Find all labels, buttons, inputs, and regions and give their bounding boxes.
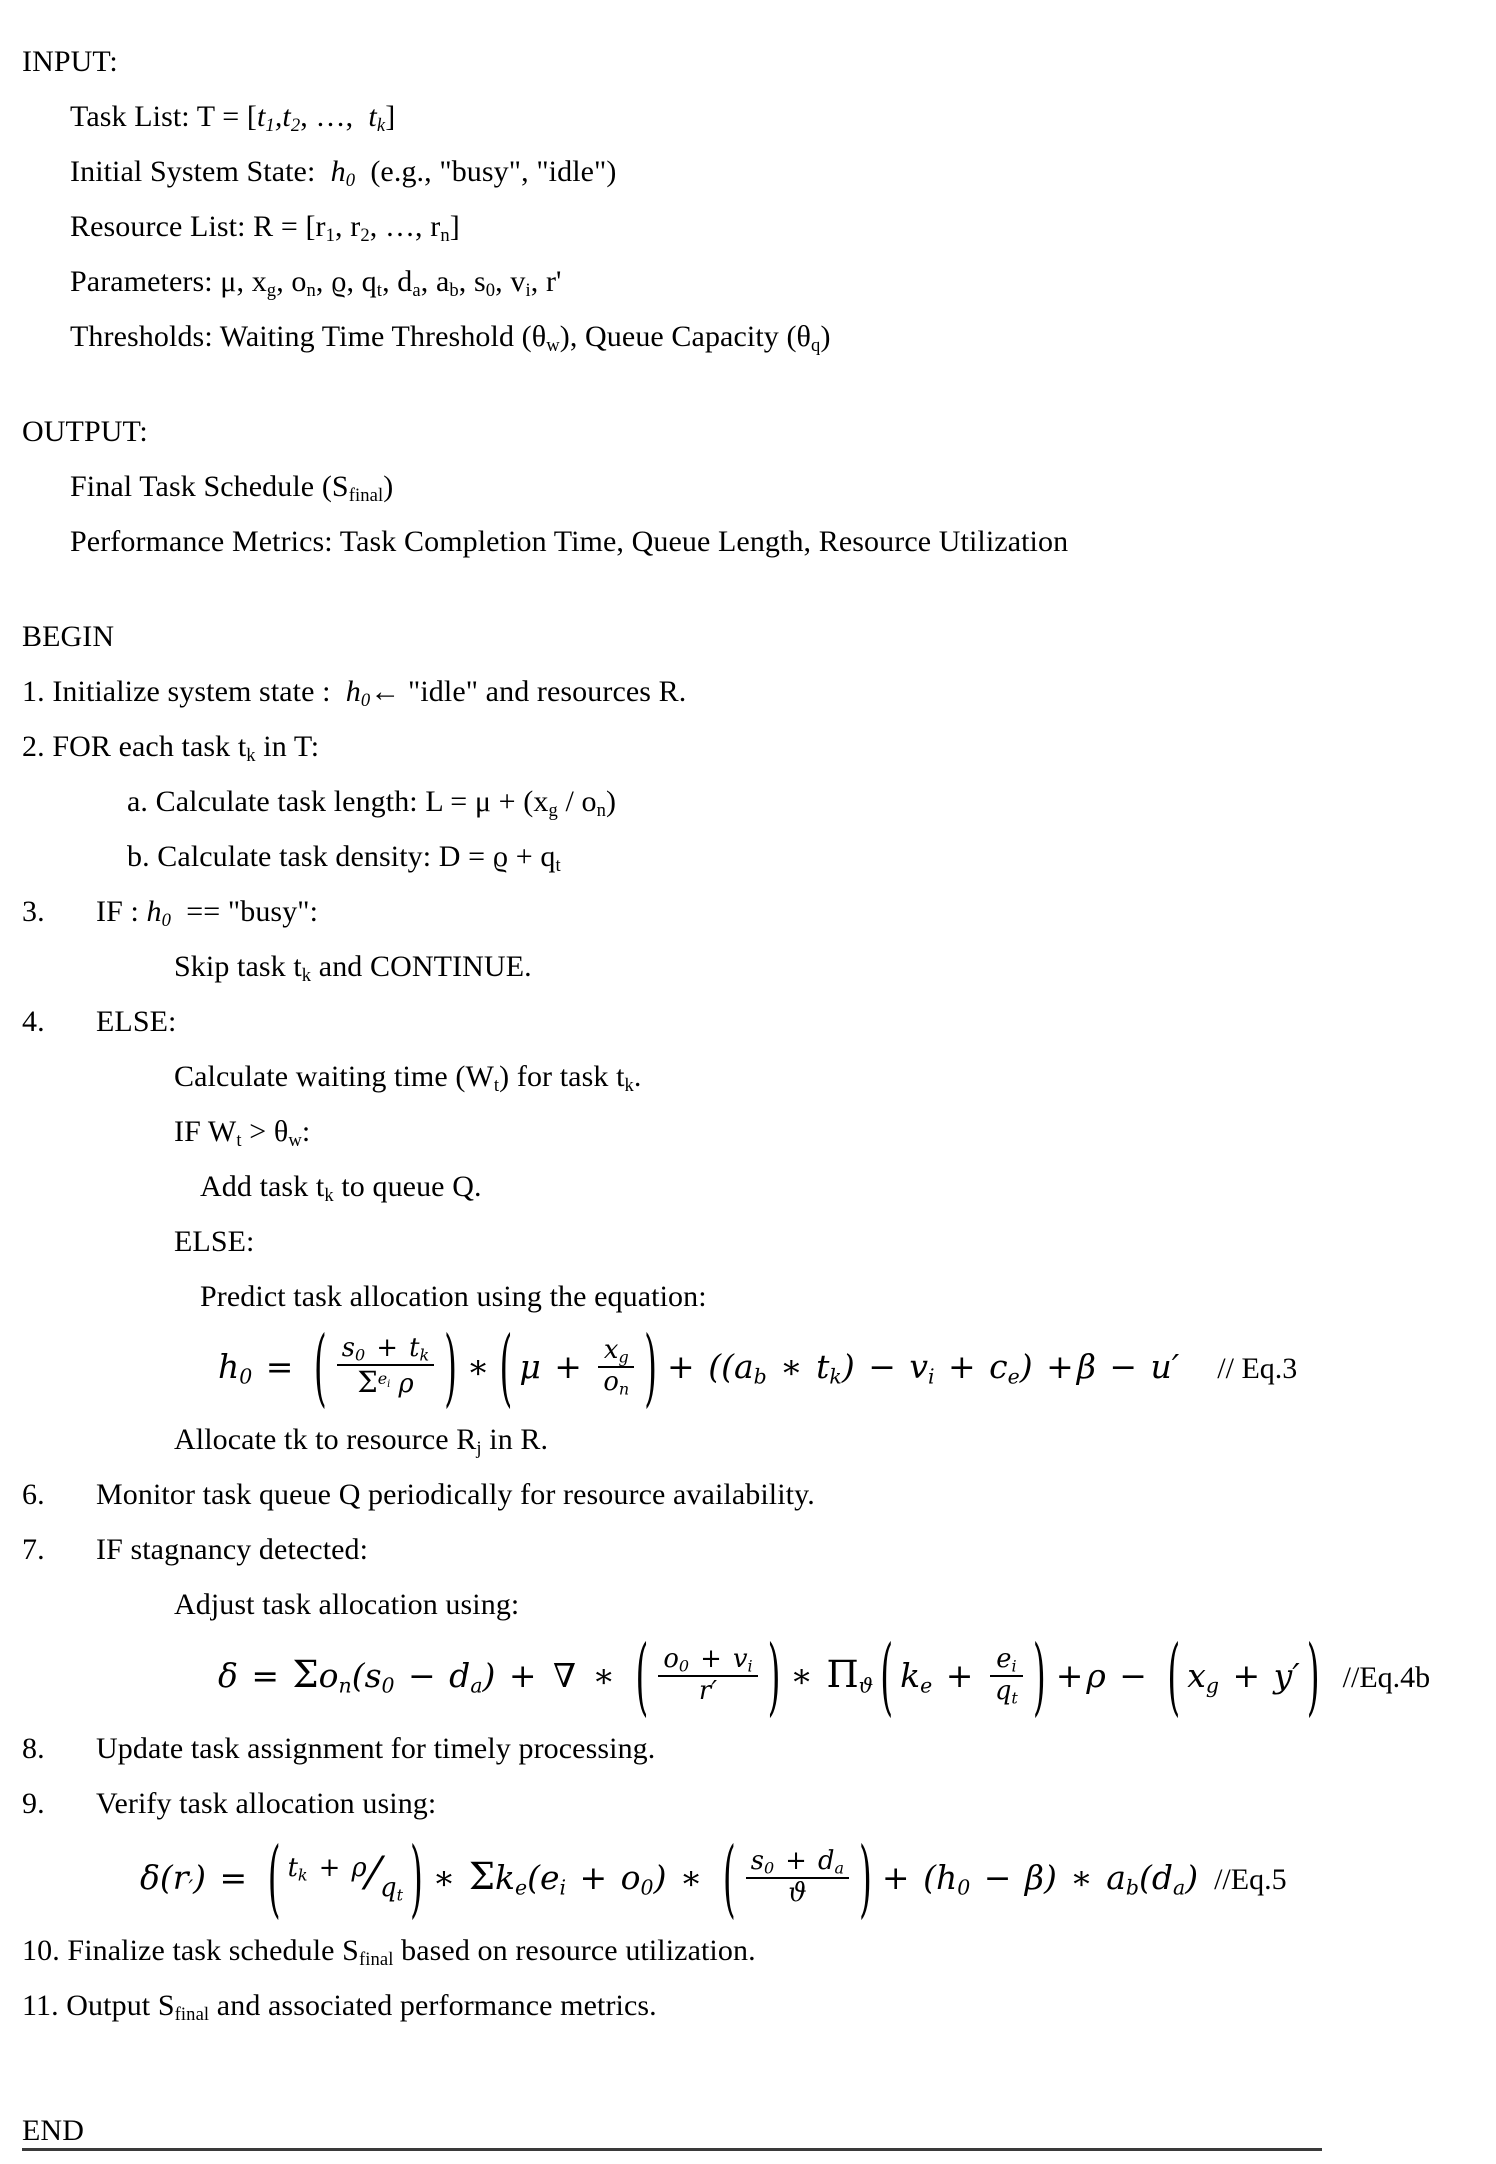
step-7-number: 7. [22, 1533, 45, 1566]
step-4-if-condition: IF $W_t > \theta_w$: [174, 1115, 311, 1152]
step-2-number: 2. [22, 730, 45, 763]
spacer-before-end-2 [22, 2073, 1422, 2103]
begin-keyword: BEGIN [22, 620, 115, 653]
step-3-text: IF : $h_0$ == "busy": [96, 895, 319, 932]
end-keyword: END [22, 2114, 84, 2147]
spacer-before-end [22, 2033, 1422, 2073]
equation-5 [22, 1828, 1422, 1928]
step-4-number: 4. [22, 1005, 45, 1038]
step-1 [22, 664, 1422, 719]
algorithm-body [22, 34, 1431, 2158]
step-2 [22, 719, 1422, 774]
input-item-task-list: Task List: $T = [t_1,t_2$, …, $t_k$] [70, 100, 396, 137]
equation-4b [22, 1626, 1431, 1726]
step-6-text: Monitor task queue Q periodically for resource availability. [96, 1478, 815, 1511]
equation-4b-tag: //Eq.4b [1342, 1661, 1431, 1694]
step-3 [22, 884, 1422, 939]
step-11-number: 11. [22, 1989, 59, 2022]
step-6 [22, 1467, 1422, 1522]
step-4 [22, 994, 1422, 1049]
step-4-calc-waiting-time: Calculate waiting time $(W_t)$ for task $t_k$. [174, 1060, 642, 1097]
step-9-number: 9. [22, 1787, 45, 1820]
step-6-number: 6. [22, 1478, 45, 1511]
spacer-after-output [22, 569, 1422, 609]
step-3-body: Skip task $t_k$ and CONTINUE. [174, 950, 532, 987]
step-8-number: 8. [22, 1732, 45, 1765]
step-4-if-body: Add task $t_k$ to queue Q. [200, 1170, 482, 1207]
step-2-text: FOR each task $t_k$ in T: [52, 730, 320, 767]
step-1-number: 1. [22, 675, 45, 708]
step-1-text: Initialize system state : $h_0\leftarrow$ "idle" and resources R. [52, 675, 687, 712]
step-4-text: ELSE: [96, 1005, 177, 1038]
equation-5-tag: //Eq.5 [1214, 1863, 1287, 1896]
input-item-parameters: Parameters: μ, $x_g$, $o_n$, ϱ, $q_t$, $d_a$, $a_b$, $s_0$, $v_i$, r' [70, 265, 562, 302]
input-item-resource-list: Resource List: $R = [r_1$, $r_2$, …, $r_n$] [70, 210, 460, 247]
step-9-text: Verify task allocation using: [96, 1787, 437, 1820]
input-item-thresholds: Thresholds: Waiting Time Threshold $(\theta_w)$, Queue Capacity $(\theta_q)$ [70, 320, 831, 357]
step-7 [22, 1522, 1422, 1577]
step-2b: b. Calculate task density: $D = ϱ + q_t$ [127, 840, 561, 877]
step-11-text: Output $S_{final}$ and associated performance metrics. [66, 1989, 657, 2026]
step-10-text: Finalize task schedule $S_{final}$ based on resource utilization. [67, 1934, 756, 1971]
input-heading: INPUT: [22, 45, 118, 78]
equation-5-expression: $\delta(r')$ = ( $^{t_k + \rho}$⁄ $_{q_t}$ ) ∗ $\Sigma k_e(e_i + o_0)$ ∗ ( $\frac{s_0 + d_a}{ϑ}$ ) + $(h_0 - \beta)$ ∗ $a_b(d_a)$ [140, 1828, 1199, 1928]
output-item-performance-metrics: Performance Metrics: Task Completion Time, Queue Length, Resource Utilization [70, 525, 1069, 558]
equation-3-expression: $h_0$ = ( $\frac{s_0 + t_k}{\Sigma^{e_i} \rho}$ ) ∗ ( μ + $\frac{x_g}{o_n}$ ) + (($a_b$ ∗ $t_k) - v_i + c_e) +\beta - u'$ [218, 1317, 1180, 1417]
output-item-final-schedule: Final Task Schedule $(S_{final})$ [70, 470, 394, 507]
step-4-else: ELSE: [174, 1225, 255, 1258]
spacer-after-input [22, 364, 1422, 404]
output-heading: OUTPUT: [22, 415, 148, 448]
equation-3-tag: // Eq.3 [1217, 1352, 1298, 1385]
step-3-number: 3. [22, 895, 45, 928]
equation-4b-expression: $\delta = \Sigma o_n(s_0 - d_a)$ + ∇ ∗ ( $\frac{o_0 + v_i}{r'}$ ) ∗ $\Pi_ϑ$ ( $k_e$ + $\frac{e_i}{q_t}$ ) +ρ − ( $x_g + y'$ ) [218, 1626, 1320, 1726]
step-2a: a. Calculate task length: $L = \mu + (x_g / o_n)$ [127, 785, 617, 822]
bottom-rule [22, 2148, 1322, 2151]
step-8 [22, 1721, 1422, 1776]
step-7-text: IF stagnancy detected: [96, 1533, 369, 1566]
input-item-initial-state: Initial System State: $h_0$ (e.g., "busy", "idle") [70, 155, 617, 192]
step-5-allocate: Allocate tk to resource $R_j$ in R. [174, 1423, 549, 1460]
step-8-text: Update task assignment for timely processing. [96, 1732, 656, 1765]
equation-3 [22, 1317, 1422, 1417]
step-7-body: Adjust task allocation using: [174, 1588, 520, 1621]
step-4-else-body: Predict task allocation using the equation: [200, 1280, 707, 1313]
step-10-number: 10. [22, 1934, 60, 1967]
